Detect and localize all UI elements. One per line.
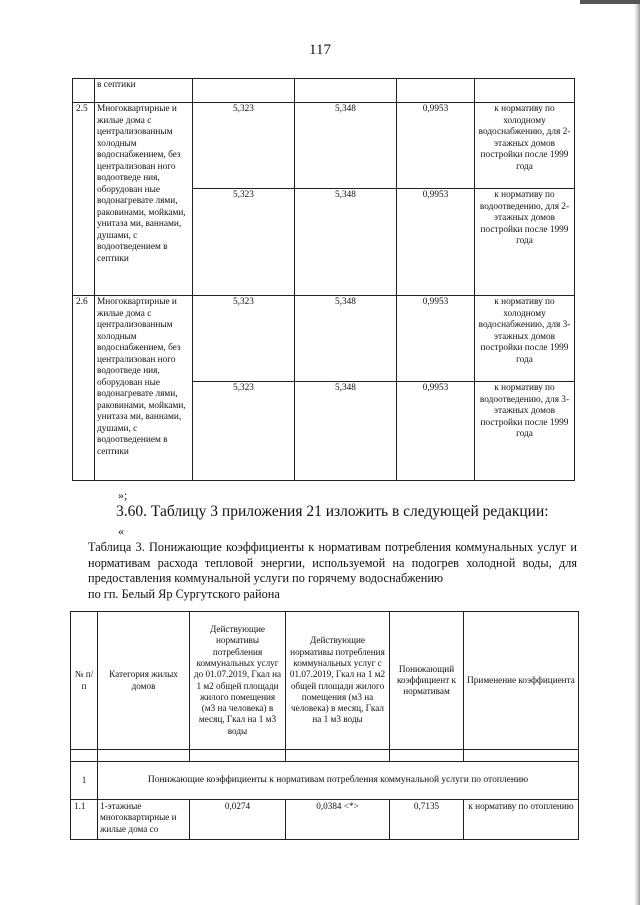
row-number: 1.1 [71, 800, 98, 840]
row-number: 2.6 [73, 296, 95, 481]
norm-before-value: 5,323 [193, 382, 295, 481]
coefficient-value: 0,7135 [390, 800, 464, 840]
norm-after-value: 5,348 [295, 296, 397, 382]
empty-cell [295, 79, 397, 103]
norm-before-value: 5,323 [193, 103, 295, 189]
empty-cell [190, 750, 286, 762]
heating-coefficients-table [70, 611, 579, 840]
section-number: 1 [71, 762, 98, 800]
category-cell: в септики [95, 79, 193, 103]
empty-cell [98, 750, 190, 762]
opening-quote: « [118, 524, 124, 538]
water-norms-table-continued [72, 78, 575, 481]
application-note: к нормативу по водоотведению, для 2-этажных домов постройки после 1999 года [475, 189, 575, 296]
category-cell: Многоквартирные и жилые дома с централизованным холодным водоснабжением, без централизован ного водоотведе ния, оборудован ные водонагревате лями, раковинами, мойками, унитаза ми, ваннами, душами, с водоотведением в септики [95, 296, 193, 481]
norm-after-value: 0,0384 <*> [286, 800, 390, 840]
norm-after-value: 5,348 [295, 103, 397, 189]
section-heading: 3.60. Таблицу 3 приложения 21 изложить в следующей редакции: [116, 503, 549, 520]
category-cell: 1-этажные многоквартирные и жилые дома со [98, 800, 190, 840]
closing-quote: »; [118, 488, 128, 502]
norm-after-value: 5,348 [295, 382, 397, 481]
application-note: к нормативу по водоотведению, для 3-этажных домов постройки после 1999 года [475, 382, 575, 481]
empty-cell [71, 750, 98, 762]
application-note: к нормативу по холодному водоснабжению, для 2-этажных домов постройки после 1999 года [475, 103, 575, 189]
coefficient-value: 0,9953 [397, 296, 475, 382]
section-title: Понижающие коэффициенты к нормативам потребления коммунальной услуги по отоплению [98, 762, 579, 800]
page-number: 117 [309, 42, 331, 58]
coefficient-value: 0,9953 [397, 189, 475, 296]
empty-cell [390, 750, 464, 762]
caption-last-line: по гп. Белый Яр Сургутского района [88, 586, 280, 601]
header-norm-after: Действующие нормативы потребления коммунальных услуг с 01.07.2019, Гкал на 1 м2 общей площади жилого помещения (м3 на человека) в месяц, Гкал на 1 м3 воды [286, 612, 390, 750]
coefficient-value: 0,9953 [397, 382, 475, 481]
page-edge-shadow [634, 0, 640, 905]
header-application: Применение коэффициента [464, 612, 579, 750]
header-category: Категория жилых домов [98, 612, 190, 750]
norm-before-value: 5,323 [193, 296, 295, 382]
header-num: № п/п [71, 612, 98, 750]
caption-body: Таблица 3. Понижающие коэффициенты к нормативам потребления коммунальных услуг и нормативам расхода тепловой энергии, используемой на подогрев холодной воды, для предоставления коммунальной услуги по горячему водоснабжению [88, 540, 577, 585]
page-edge-mark [580, 0, 640, 4]
norm-before-value: 0,0274 [190, 800, 286, 840]
empty-cell [286, 750, 390, 762]
empty-cell [397, 79, 475, 103]
norm-after-value: 5,348 [295, 189, 397, 296]
empty-cell [73, 79, 95, 103]
norm-before-value: 5,323 [193, 189, 295, 296]
table-caption [88, 540, 577, 602]
header-coefficient: Понижающий коэффициент к нормативам [390, 612, 464, 750]
row-number: 2.5 [73, 103, 95, 296]
header-norm-before: Действующие нормативы потребления коммунальных услуг до 01.07.2019, Гкал на 1 м2 общей площади жилого помещения (м3 на человека) в месяц, Гкал на 1 м3 воды [190, 612, 286, 750]
coefficient-value: 0,9953 [397, 103, 475, 189]
application-note: к нормативу по отоплению [464, 800, 579, 840]
empty-cell [475, 79, 575, 103]
empty-cell [464, 750, 579, 762]
empty-cell [193, 79, 295, 103]
category-cell: Многоквартирные и жилые дома с централизованным холодным водоснабжением, без централизован ного водоотведе ния, оборудован ные водонагревате лями, раковинами, мойками, унитаза ми, ваннами, душами, с водоотведением в септики [95, 103, 193, 296]
application-note: к нормативу по холодному водоснабжению, для 3-этажных домов постройки после 1999 года [475, 296, 575, 382]
